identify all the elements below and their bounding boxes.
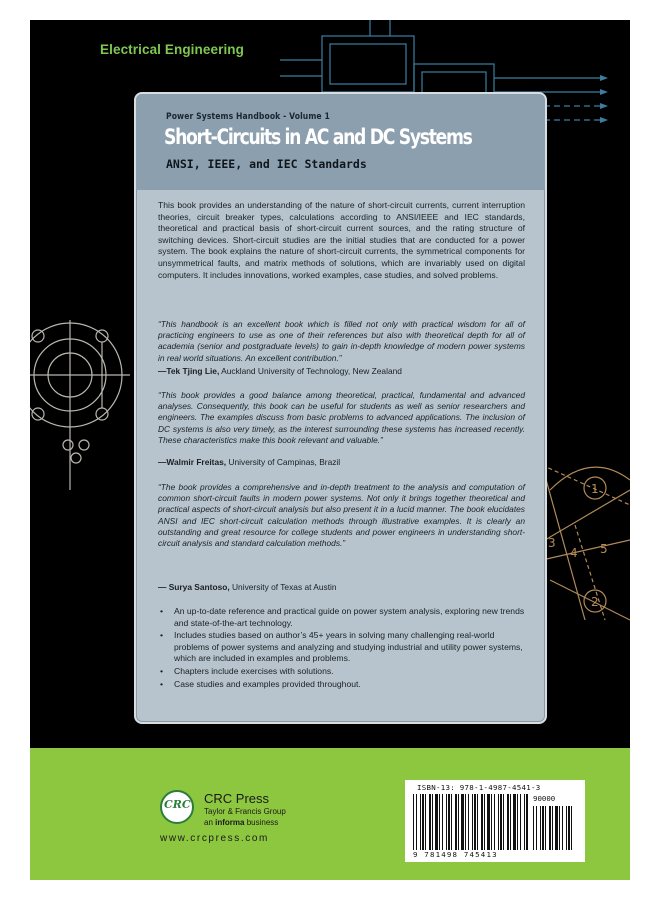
barcode-bar [520,794,521,850]
endorsement-quote: “This handbook is an excellent book which is filled not only with practical wisdom for all of practicing engineers to use as one of their references but also with theoretical depth for all of academia (senior and postgraduate levels) to gain in-depth knowledge of modern power systems in real world situations. An excellent contribution.” [158,319,525,363]
price-code: 90000 [533,794,556,803]
business-suffix: business [246,818,279,827]
diagram-number: 3 [548,536,556,550]
endorser-affiliation: Auckland University of Technology, New Zealand [221,366,402,376]
barcode-bar [442,794,443,850]
endorser-name: — Surya Santoso, [158,582,230,592]
book-description: This book provides an understanding of the nature of short-circuit currents, current interruption theories, circuit breaker types, calculations according to ANSI/IEEE and IEC standards, theoretical and practical basis of short-circuit current sources, and the rating structure of switching devices. Short-circuit studies are the initial studies that are conducted for a power system. The book explains the nature of short-circuit currents, the symmetrical components for unsymmetrical faults, and matrix methods of solutions, which are invariably used on digital computers. It includes innovations, worked examples, case studies, and solved problems. [158,200,525,280]
isbn-label: ISBN-13: 978-1-4987-4541-3 [417,783,541,792]
barcode-bar [533,806,534,850]
bullet-glyph: • [160,678,164,689]
page-margin-top [0,0,660,20]
bullet-glyph: • [160,630,164,641]
barcode-bar [513,794,516,850]
isbn-barcode [405,780,585,862]
barcode-bar [559,806,560,850]
barcode-bar [526,794,528,850]
endorsement-attribution [158,457,525,467]
barcode-bar [468,794,469,850]
barcode-bar [500,794,502,850]
endorsement-attribution [158,366,525,376]
barcode-bar [458,794,459,850]
barcode-bar [540,806,541,850]
barcode-bar [420,794,421,850]
barcode-bars [413,794,531,850]
business-name: informa [215,818,245,827]
list-item [158,666,525,678]
diagram-number: 4 [570,546,578,560]
endorsement-quote: “The book provides a comprehensive and in-depth treatment to the analysis and computation of common short-circuit faults in modern power systems. Not only it brings together theoretical and practical aspects of short-circuit analysis but also present it in a lucid manner. The book elucidates ANSI and IEC short-circuit calculation methods through illustrative examples. It is clearly an outstanding and great resource for college students and power engineers in understanding short-circuit analysis and standard calculation methods.” [158,482,525,549]
crc-logo-text: CRC [164,798,191,811]
endorser-name: —Walmir Freitas, [158,457,227,467]
barcode-bar [568,806,570,850]
barcode-bar [425,794,426,850]
book-subtitle: ANSI, IEEE, and IEC Standards [166,157,367,171]
barcode-bar [422,794,424,850]
page-margin-bottom [0,880,660,900]
crc-logo [160,790,194,824]
barcode-bar [487,794,490,850]
barcode-bar [413,794,414,850]
barcode-bar [545,806,546,850]
book-category: Electrical Engineering [100,42,244,57]
barcode-bar [461,794,464,850]
barcode-bar [446,794,447,850]
barcode-bar [536,806,537,850]
barcode-bar [465,794,466,850]
barcode-bar [524,794,525,850]
endorsement-attribution [158,582,525,592]
barcode-bar [566,806,567,850]
barcode-bar [451,794,452,850]
barcode-bar [474,794,476,850]
barcode-bar [491,794,492,850]
endorser-name: —Tek Tjing Lie, [158,366,220,376]
barcode-bar [477,794,478,850]
diagram-number: 1 [591,482,599,496]
list-item-text: Includes studies based on author’s 45+ years in solving many challenging real-world problems of power systems and analyzing and studying industrial and utility power systems, which are included in examples and problems. [174,630,523,664]
list-item-text: An up-to-date reference and practical guide on power system analysis, exploring new trends and state-of-the-art technology. [174,606,525,628]
endorsement-quote: “This book provides a good balance among theoretical, practical, fundamental and advanced analyses. Consequently, this book can be useful for students as well as senior researchers and engineers. The examples discuss from basic problems to advanced applications. The inclusion of DC systems is also very timely, as the interest surrounding these systems has increased recently. These characteristics make this book relevant and valuable.” [158,390,525,445]
list-item [158,630,525,665]
publisher-name: CRC Press [204,791,270,806]
barcode-bar [542,806,544,850]
diagram-number: 5 [600,542,608,556]
barcode-bar [517,794,518,850]
barcode-bar [498,794,499,850]
barcode-bar [472,794,473,850]
list-item [158,679,525,691]
barcode-bar [549,806,551,850]
barcode-bar [552,806,553,850]
barcode-bar [481,794,483,850]
barcode-bar [448,794,450,850]
book-title: Short-Circuits in AC and DC Systems [164,125,472,149]
barcode-bar [439,794,440,850]
barcode-bar [571,806,572,850]
bullet-glyph: • [160,606,164,616]
bullet-glyph: • [160,665,164,676]
barcode-bar [503,794,504,850]
publisher-url[interactable]: www.crcpress.com [160,833,269,844]
publisher-business [204,818,278,827]
isbn-digits: 9 781498 745413 [413,850,498,859]
publisher-group: Taylor & Francis Group [204,807,286,816]
barcode-bar [562,806,563,850]
diagram-number: 2 [591,595,599,609]
page-margin-left [0,0,30,900]
series-name: Power Systems Handbook - Volume 1 [166,112,330,122]
list-item [158,606,525,629]
description-panel [134,92,547,724]
barcode-bar [507,794,509,850]
barcode-bar [455,794,457,850]
barcode-bar [555,806,558,850]
business-prefix: an [204,818,213,827]
barcode-bar [435,794,438,850]
endorser-affiliation: University of Texas at Austin [232,582,337,592]
list-item-text: Chapters include exercises with solutions. [174,665,334,676]
barcode-bar [432,794,433,850]
list-item-text: Case studies and examples provided throughout. [174,678,361,689]
barcode-bar [484,794,485,850]
price-barcode-bars [533,806,577,850]
barcode-bar [416,794,417,850]
page-margin-right [630,0,660,900]
barcode-bar [494,794,495,850]
title-band [136,94,545,190]
barcode-bar [429,794,431,850]
barcode-bar [510,794,511,850]
feature-list [158,606,525,691]
endorser-affiliation: University of Campinas, Brazil [228,457,341,467]
